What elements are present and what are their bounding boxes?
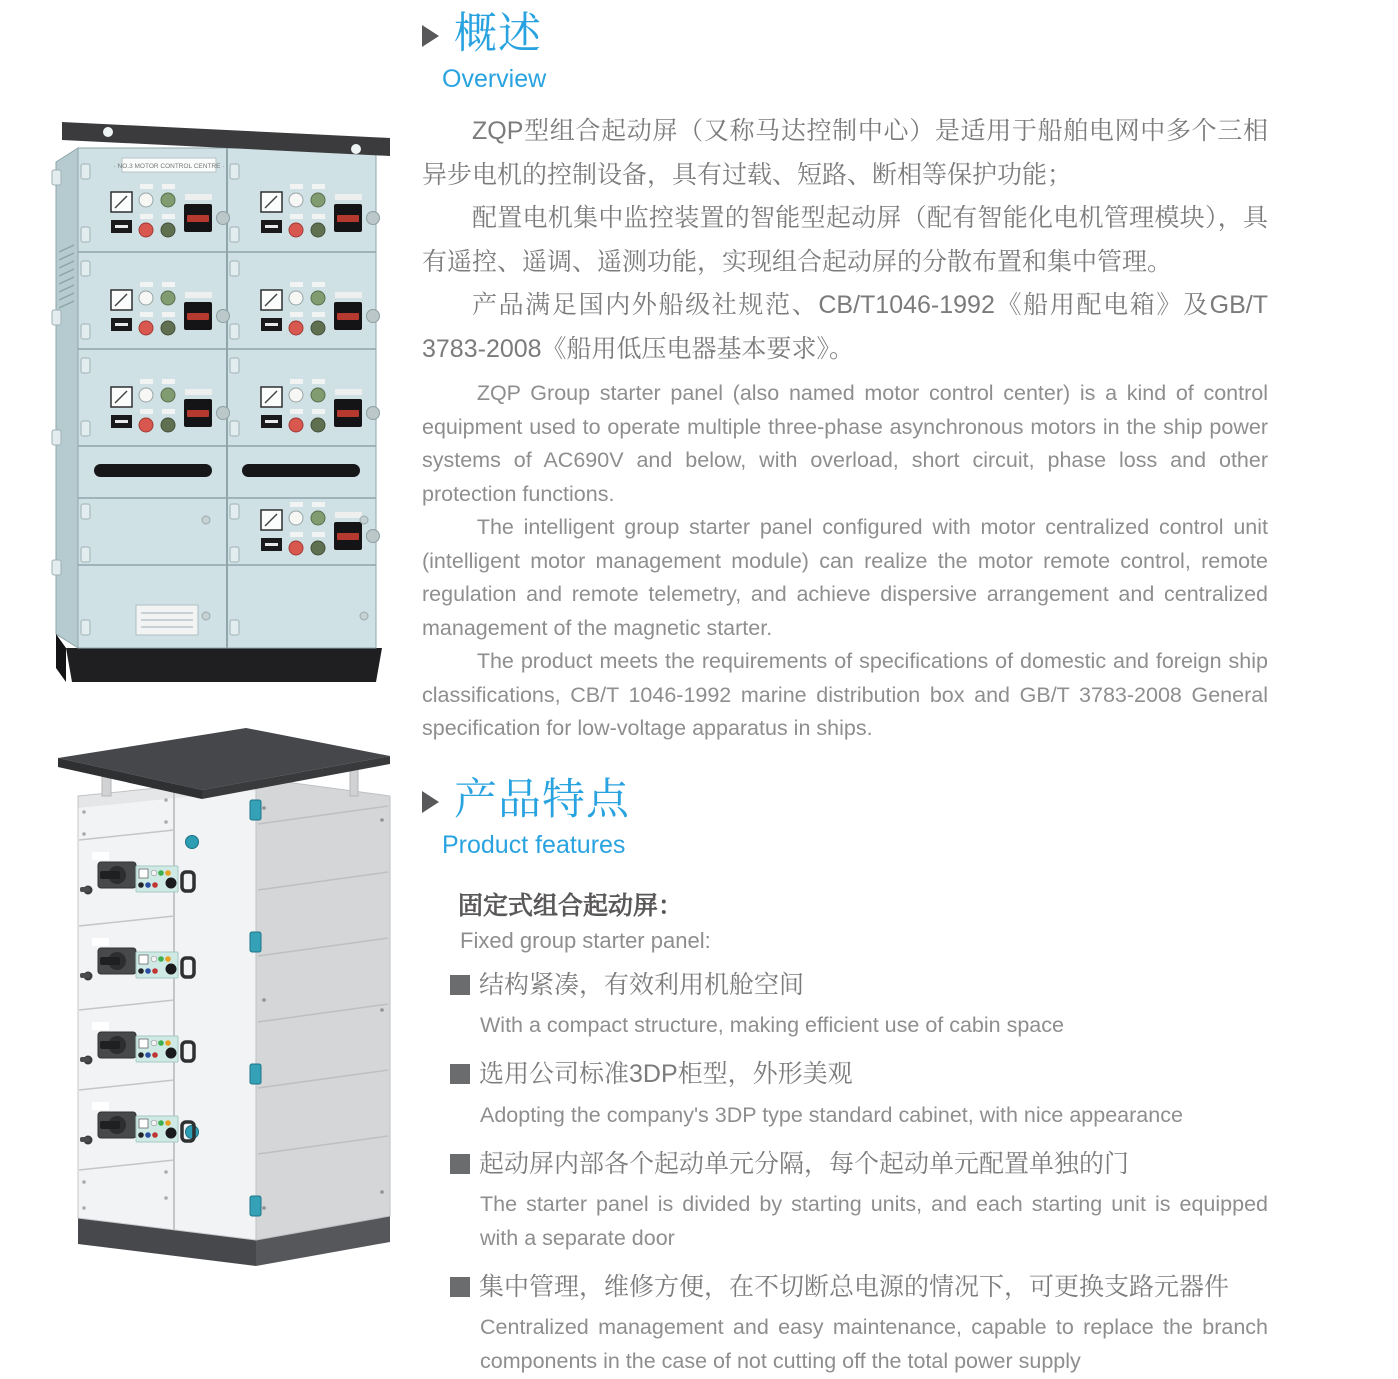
features-section (422, 778, 1268, 1379)
section-marker-icon (422, 791, 439, 813)
section-marker-icon (422, 25, 439, 47)
overview-paragraph-zh-1: ZQP型组合起动屏（又称马达控制中心）是适用于船舶电网中多个三相异步电机的控制设备，具有过载、短路、断相等保护功能； (422, 117, 1268, 189)
feature-zh-text: 结构紧凑，有效利用机舱空间 (479, 971, 805, 1000)
cabinet-front-photo (36, 100, 414, 685)
square-bullet-icon (450, 975, 470, 995)
feature-en-text: Adopting the company's 3DP type standard cabinet, with nice appearance (480, 1102, 1183, 1127)
feature-item (450, 1146, 1268, 1256)
overview-paragraph-en-3: The product meets the requirements of specifications of domestic and foreign ship classifications, CB/T 1046-1992 marine distribution box and GB/T 3783-2008 General specification for low-voltage apparatus in ships. (422, 649, 1268, 741)
overview-header (422, 12, 1268, 94)
overview-paragraph-zh-3: 产品满足国内外船级社规范、CB/T1046-1992《船用配电箱》及GB/T 3783-2008《船用低压电器基本要求》。 (422, 291, 1268, 363)
features-title-en: Product features (442, 831, 626, 860)
square-bullet-icon (450, 1277, 470, 1297)
feature-zh-line (450, 1146, 1268, 1182)
feature-zh-text: 集中管理，维修方便，在不切断总电源的情况下，可更换支路元器件 (479, 1272, 1230, 1301)
square-bullet-icon (450, 1154, 470, 1174)
feature-zh-line (450, 1056, 1268, 1092)
cabinet-front-illustration (36, 100, 414, 685)
feature-zh-line (450, 967, 1268, 1003)
feature-en-text: The starter panel is divided by starting units, and each starting unit is equipped with a separate door (480, 1191, 1268, 1250)
feature-item (450, 967, 1268, 1043)
overview-title-zh: 概述 (454, 10, 542, 58)
cabinet-perspective-photo (52, 700, 394, 1266)
overview-paragraph-en-2: The intelligent group starter panel configured with motor centralized control unit (intelligent motor management module) can realize the motor remote control, remote regulation and remote telemetry, and achieve dispersive arrangement and centralized management of the magnetic starter. (422, 515, 1268, 640)
feature-zh-line (450, 1269, 1268, 1305)
overview-paragraph-zh-2: 配置电机集中监控装置的智能型起动屏（配有智能化电机管理模块），具有遥控、遥调、遥测功能，实现组合起动屏的分散布置和集中管理。 (422, 204, 1268, 276)
square-bullet-icon (450, 1064, 470, 1084)
features-title-zh: 产品特点 (454, 776, 630, 824)
features-header (422, 778, 1268, 860)
feature-en-text: With a compact structure, making efficient use of cabin space (480, 1013, 1064, 1038)
feature-en-text: Centralized management and easy maintenance, capable to replace the branch components in the case of not cutting off the total power supply (480, 1315, 1268, 1373)
overview-body (422, 110, 1268, 746)
feature-zh-text: 起动屏内部各个起动单元分隔，每个起动单元配置单独的门 (479, 1149, 1130, 1178)
features-subtitle-zh: 固定式组合起动屏： (458, 892, 684, 921)
overview-paragraph-en-1: ZQP Group starter panel (also named motor control center) is a kind of control equipment used to operate multiple three-phase asynchronous motors in the ship power systems of AC690V and below, with overload, short circuit, phase loss and other protection functions. (422, 381, 1268, 506)
cabinet-perspective-illustration (52, 700, 394, 1266)
cabinet-name-label: · NO.3 MOTOR CONTROL CENTRE · (113, 163, 225, 170)
feature-item (450, 1056, 1268, 1132)
overview-title-en: Overview (442, 65, 547, 94)
overview-section (422, 12, 1268, 746)
feature-zh-text: 选用公司标准3DP柜型，外形美观 (479, 1060, 853, 1089)
features-subtitle-en: Fixed group starter panel: (460, 928, 711, 954)
feature-item (450, 1269, 1268, 1379)
